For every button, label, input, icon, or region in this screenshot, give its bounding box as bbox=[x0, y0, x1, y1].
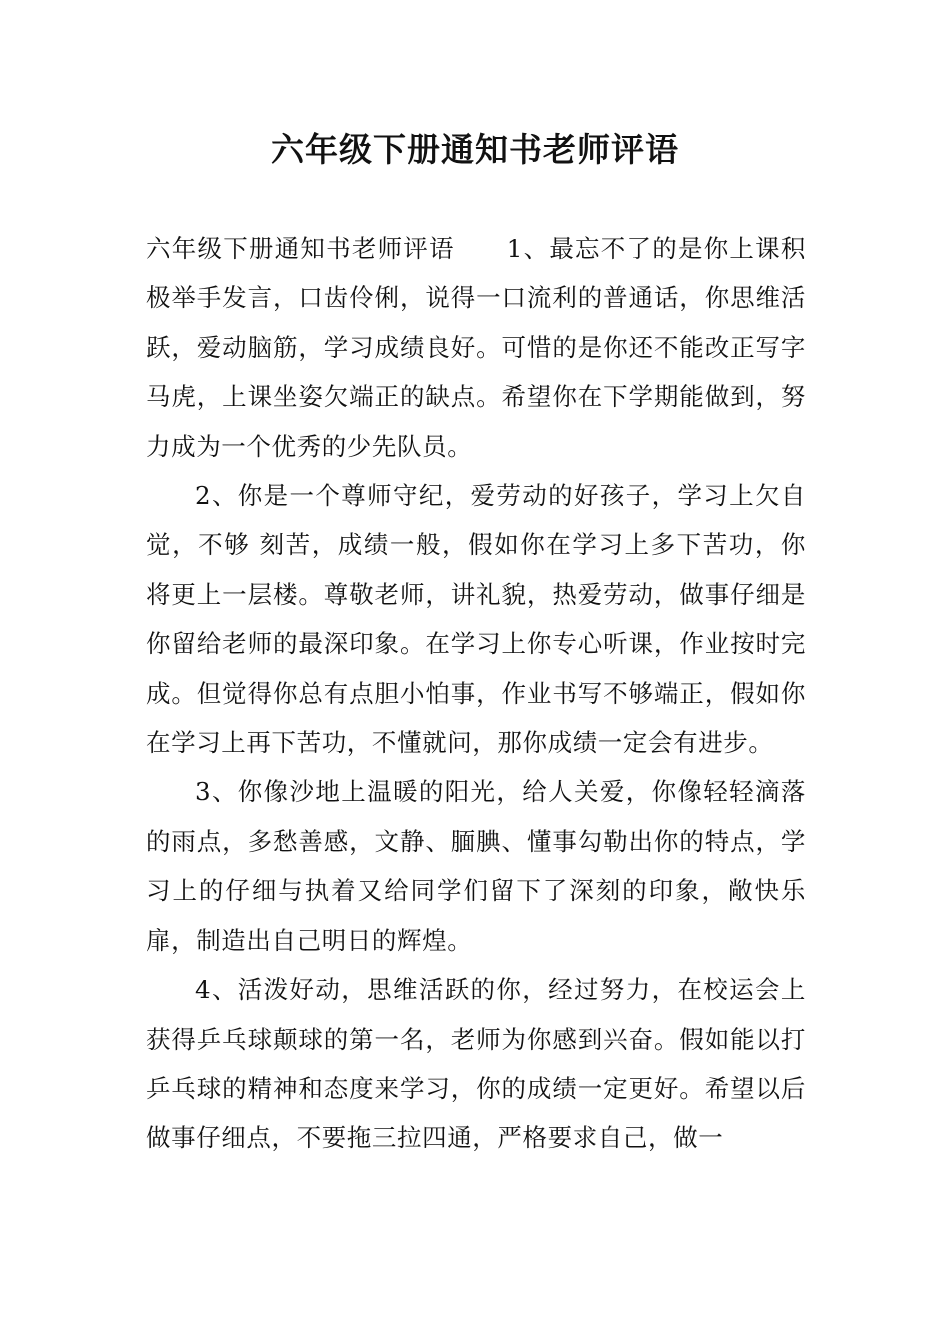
paragraph-3: 3、你像沙地上温暖的阳光，给人关爱，你像轻轻滴落的雨点，多愁善感，文静、腼腆、懂事勾勒出你的特点，学习上的仔细与执着又给同学们留下了深刻的印象，敞快乐扉，制造出自己明日的辉煌。 bbox=[146, 777, 806, 955]
document-body bbox=[146, 224, 806, 1163]
document-title: 六年级下册通知书老师评语 bbox=[271, 130, 679, 169]
intro-heading: 六年级下册通知书老师评语 bbox=[146, 234, 455, 263]
paragraph-1 bbox=[146, 224, 806, 471]
paragraph-4: 4、活泼好动，思维活跃的你，经过努力，在校运会上获得乒乓球颠球的第一名，老师为你感到兴奋。假如能以打乒乓球的精神和态度来学习，你的成绩一定更好。希望以后做事仔细点，不要拖三拉四通，严格要求自己，做一 bbox=[146, 975, 806, 1153]
paragraph-2: 2、你是一个尊师守纪，爱劳动的好孩子，学习上欠自觉，不够 刻苦，成绩一般，假如你在学习上多下苦功，你将更上一层楼。尊敬老师，讲礼貌，热爱劳动，做事仔细是你留给老师的最深印象。在学习上你专心听课，作业按时完成。但觉得你总有点胆小怕事，作业书写不够端正，假如你在学习上再下苦功，不懂就问，那你成绩一定会有进步。 bbox=[146, 481, 806, 758]
paragraph-1-text: 1、最忘不了的是你上课积极举手发言，口齿伶俐，说得一口流利的普通话，你思维活跃，爱动脑筋，学习成绩良好。可惜的是你还不能改正写字马虎，上课坐姿欠端正的缺点。希望你在下学期能做到，努力成为一个优秀的少先队员。 bbox=[146, 234, 806, 461]
